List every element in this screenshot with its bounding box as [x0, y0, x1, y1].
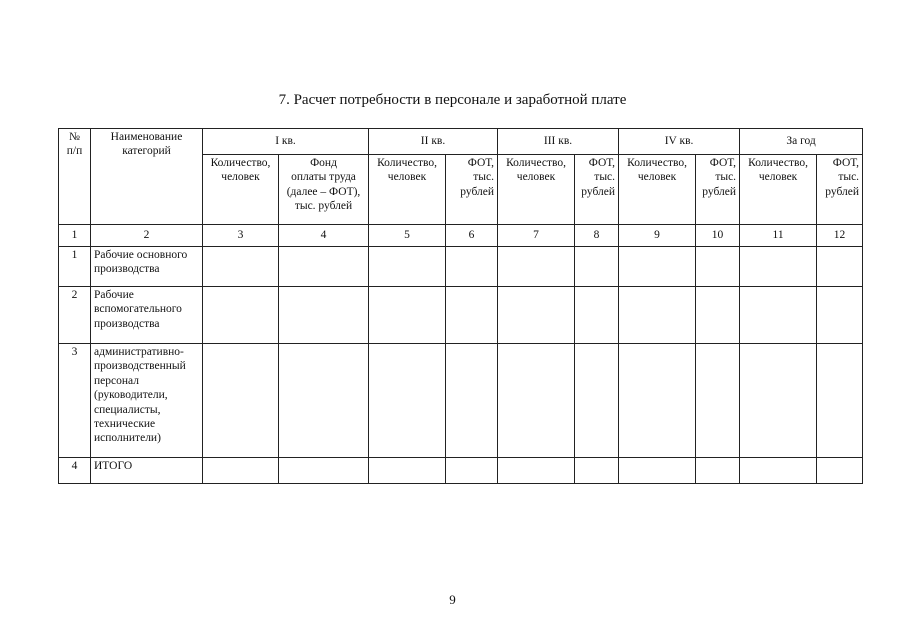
cell-empty: [279, 344, 369, 458]
cell-empty: [817, 458, 863, 484]
sub-q2-fot: ФОТ, тыс. рублей: [446, 155, 498, 225]
cell-empty: [619, 247, 696, 287]
row-num: 2: [59, 287, 91, 344]
header-year: За год: [740, 129, 863, 155]
col-number: 6: [446, 225, 498, 247]
col-number: 1: [59, 225, 91, 247]
cell-empty: [575, 287, 619, 344]
cell-empty: [498, 247, 575, 287]
cell-empty: [446, 344, 498, 458]
cell-empty: [279, 247, 369, 287]
col-number: 11: [740, 225, 817, 247]
sub-q4-count: Количество, человек: [619, 155, 696, 225]
page-number: 9: [449, 592, 456, 607]
row-name: ИТОГО: [91, 458, 203, 484]
cell-empty: [369, 287, 446, 344]
cell-empty: [279, 458, 369, 484]
sub-year-count: Количество, человек: [740, 155, 817, 225]
col-number: 12: [817, 225, 863, 247]
cell-empty: [279, 287, 369, 344]
cell-empty: [740, 247, 817, 287]
cell-empty: [203, 458, 279, 484]
cell-empty: [740, 458, 817, 484]
col-number: 5: [369, 225, 446, 247]
cell-empty: [446, 247, 498, 287]
col-number: 8: [575, 225, 619, 247]
row-num: 4: [59, 458, 91, 484]
cell-empty: [740, 287, 817, 344]
col-number: 10: [696, 225, 740, 247]
row-name: Рабочие вспомогательного производства: [91, 287, 203, 344]
cell-empty: [619, 458, 696, 484]
cell-empty: [696, 344, 740, 458]
sub-q2-count: Количество, человек: [369, 155, 446, 225]
col-number: 7: [498, 225, 575, 247]
cell-empty: [369, 458, 446, 484]
cell-empty: [446, 458, 498, 484]
sub-year-fot: ФОТ, тыс. рублей: [817, 155, 863, 225]
cell-empty: [817, 287, 863, 344]
cell-empty: [369, 344, 446, 458]
cell-empty: [696, 287, 740, 344]
header-name: Наименование категорий: [91, 129, 203, 225]
cell-empty: [619, 287, 696, 344]
page-title: 7. Расчет потребности в персонале и заработной плате: [278, 92, 627, 108]
cell-empty: [575, 344, 619, 458]
cell-empty: [498, 458, 575, 484]
table-row-total: [59, 458, 863, 484]
cell-empty: [203, 287, 279, 344]
col-number: 2: [91, 225, 203, 247]
column-number-row: [59, 225, 863, 247]
header-q1: I кв.: [203, 129, 369, 155]
cell-empty: [446, 287, 498, 344]
table-row: [59, 247, 863, 287]
header-q4: IV кв.: [619, 129, 740, 155]
header-q3: III кв.: [498, 129, 619, 155]
cell-empty: [619, 344, 696, 458]
cell-empty: [696, 458, 740, 484]
cell-empty: [203, 344, 279, 458]
cell-empty: [498, 287, 575, 344]
cell-empty: [696, 247, 740, 287]
personnel-table: [58, 128, 863, 484]
sub-q3-count: Количество, человек: [498, 155, 575, 225]
table-row: [59, 287, 863, 344]
row-name: Рабочие основного производства: [91, 247, 203, 287]
cell-empty: [575, 458, 619, 484]
header-num: № п/п: [59, 129, 91, 225]
col-number: 3: [203, 225, 279, 247]
sub-q4-fot: ФОТ, тыс. рублей: [696, 155, 740, 225]
sub-q1-count: Количество, человек: [203, 155, 279, 225]
cell-empty: [817, 247, 863, 287]
cell-empty: [369, 247, 446, 287]
row-name: административно- производственный персонал (руководители, специалисты, технические исполнители): [91, 344, 203, 458]
header-q2: II кв.: [369, 129, 498, 155]
col-number: 9: [619, 225, 696, 247]
row-num: 3: [59, 344, 91, 458]
cell-empty: [203, 247, 279, 287]
sub-q3-fot: ФОТ, тыс. рублей: [575, 155, 619, 225]
col-number: 4: [279, 225, 369, 247]
cell-empty: [817, 344, 863, 458]
sub-q1-fot: Фонд оплаты труда (далее – ФОТ), тыс. рублей: [279, 155, 369, 225]
row-num: 1: [59, 247, 91, 287]
cell-empty: [740, 344, 817, 458]
cell-empty: [575, 247, 619, 287]
cell-empty: [498, 344, 575, 458]
table-row: [59, 344, 863, 458]
